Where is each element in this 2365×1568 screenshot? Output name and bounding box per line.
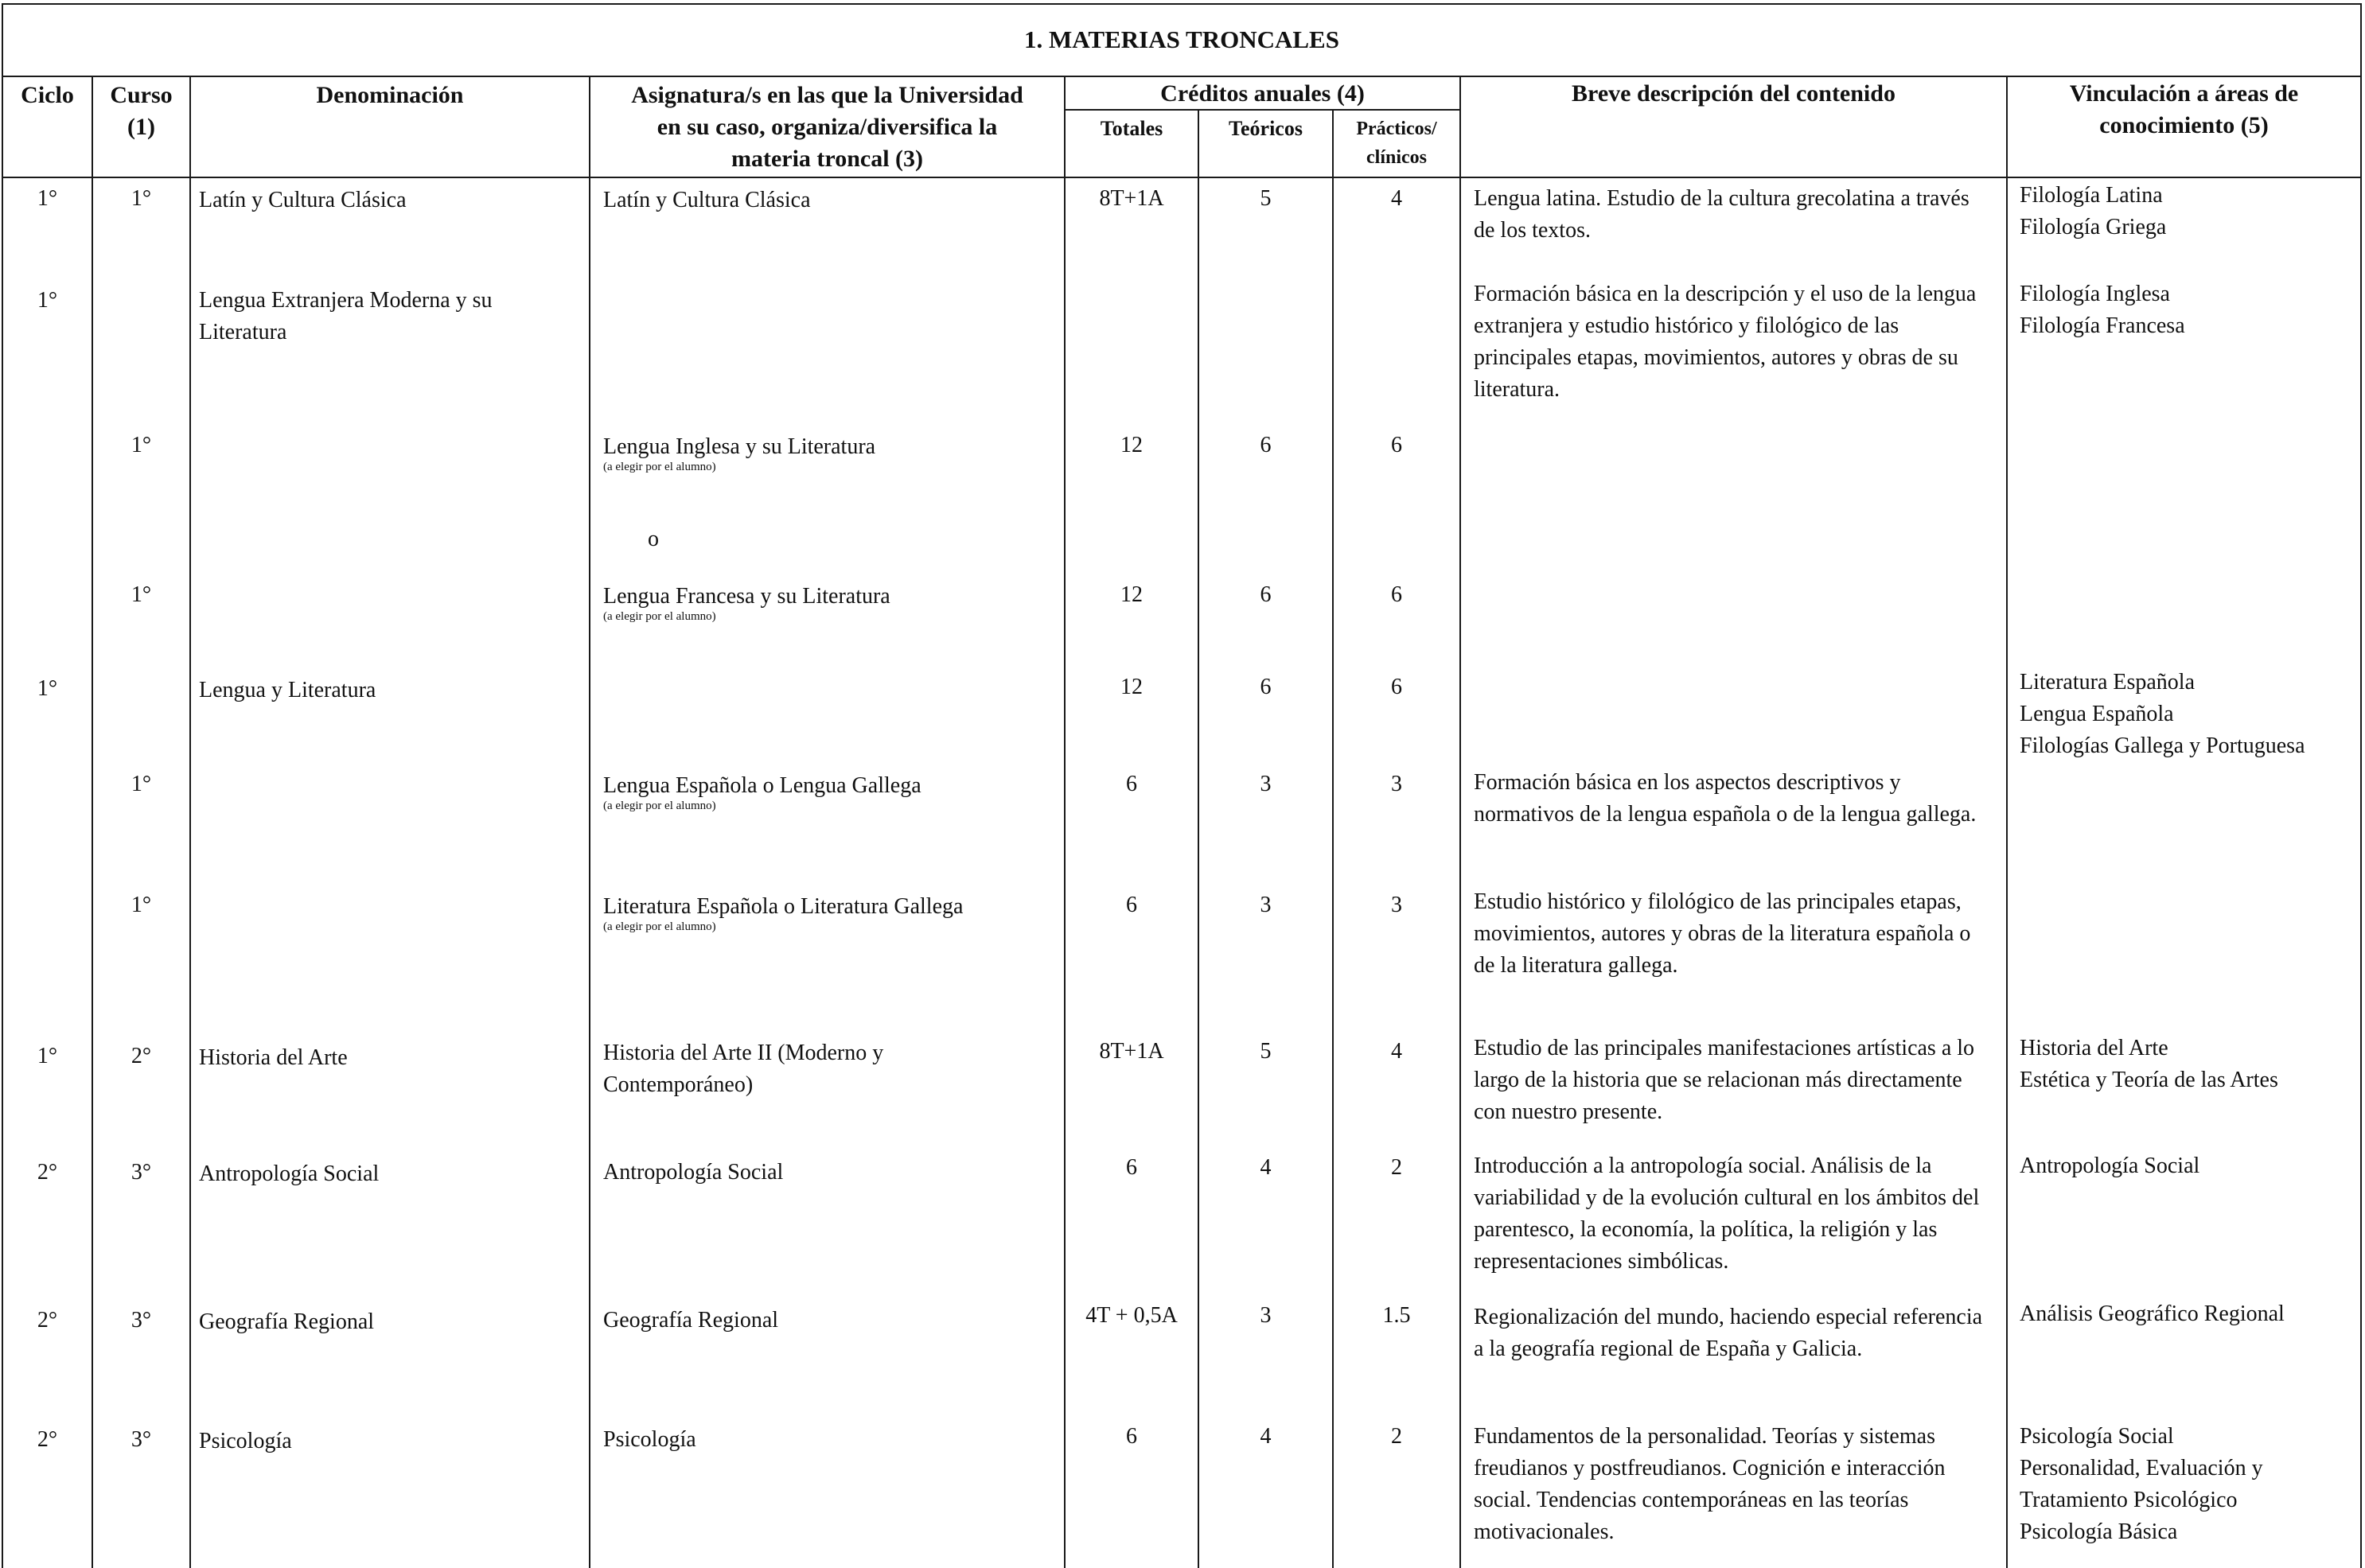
row-9-practicos: 1.5 [1382,1303,1411,1328]
row-10-curso: 3° [131,1427,152,1452]
row-6-curso: 1° [131,893,152,917]
header-asignatura-2: en su caso, organiza/diversifica la [657,114,998,140]
row-9-totales: 4T + 0,5A [1085,1303,1178,1328]
row-1-area-2: Filología Francesa [2020,313,2185,338]
row-4-totales: 12 [1120,675,1143,699]
row-4-area-2: Lengua Española [2020,702,2174,726]
row-10-totales: 6 [1126,1424,1137,1449]
row-10-teoricos: 4 [1260,1424,1272,1449]
header-practicos-2: clínicos [1366,147,1427,168]
row-3-totales: 12 [1120,582,1143,607]
row-8-ciclo: 2° [37,1160,58,1185]
row-7-descripcion: Estudio de las principales manifestaciones artísticas a lo largo de la historia que se relacionan más directamente con nuestro presente. [1474,1036,1975,1124]
row-8-totales: 6 [1126,1155,1137,1180]
row-4-area-1: Literatura Española [2020,670,2196,695]
row-9-curso: 3° [131,1308,152,1333]
header-descripcion: Breve descripción del contenido [1572,80,1896,107]
row-7-asignatura: Historia del Arte II (Moderno y Contemporáneo) [603,1041,884,1097]
header-denominacion: Denominación [316,82,464,108]
row-10-area-1: Psicología Social [2020,1424,2174,1449]
row-3-asignatura: Lengua Francesa y su Literatura [603,584,890,609]
row-6-practicos: 3 [1391,893,1402,917]
row-9-teoricos: 3 [1260,1303,1272,1328]
row-3-note: (a elegir por el alumno) [603,610,716,623]
col-sep-5 [1198,111,1199,1568]
row-5-practicos: 3 [1391,772,1402,796]
row-6-teoricos: 3 [1260,893,1272,917]
row-9-denominacion: Geografía Regional [199,1309,375,1334]
row-5-curso: 1° [131,772,152,796]
row-10-asignatura: Psicología [603,1427,696,1452]
row-1-denominacion: Lengua Extranjera Moderna y su Literatura [199,288,493,344]
header-vinculacion-2: conocimiento (5) [2099,112,2269,138]
row-0-teoricos: 5 [1260,186,1272,211]
row-10-area-2: Personalidad, Evaluación y Tratamiento Psicológico [2020,1456,2263,1512]
row-6-note: (a elegir por el alumno) [603,920,716,933]
row-10-practicos: 2 [1391,1424,1402,1449]
header-asignatura-3: materia troncal (3) [731,146,924,172]
row-2-asignatura: Lengua Inglesa y su Literatura [603,434,876,459]
col-sep-7 [1459,76,1461,1568]
row-2-curso: 1° [131,433,152,457]
row-7-totales: 8T+1A [1099,1039,1164,1064]
separator-o: o [648,527,659,551]
row-0-descripcion: Lengua latina. Estudio de la cultura grecolatina a través de los textos. [1474,186,1970,243]
row-10-descripcion: Fundamentos de la personalidad. Teorías y sistemas freudianos y postfreudianos. Cognición e interacción social. Tendencias contemporáneas en las teorías motivacionales. [1474,1424,1946,1544]
row-0-denominacion: Latín y Cultura Clásica [199,188,407,212]
row-9-descripcion: Regionalización del mundo, haciendo especial referencia a la geografía regional de España y Galicia. [1474,1305,1983,1361]
row-1-descripcion: Formación básica en la descripción y el uso de la lengua extranjera y estudio histórico y filológico de las principales etapas, movimientos, autores y obras de su literatura. [1474,282,1977,402]
row-6-descripcion: Estudio histórico y filológico de las principales etapas, movimientos, autores y obras de la literatura española o de la literatura gallega. [1474,889,1971,978]
row-2-practicos: 6 [1391,433,1402,457]
row-5-descripcion: Formación básica en los aspectos descriptivos y normativos de la lengua española o de la lengua gallega. [1474,770,1977,827]
header-ciclo: Ciclo [21,82,74,108]
row-1-ciclo: 1° [37,288,58,313]
row-4-area-3: Filologías Gallega y Portuguesa [2020,733,2305,758]
row-4-denominacion: Lengua y Literatura [199,678,376,702]
row-3-teoricos: 6 [1260,582,1272,607]
row-10-area-3: Psicología Básica [2020,1519,2178,1544]
row-0-asignatura: Latín y Cultura Clásica [603,188,811,212]
row-2-totales: 12 [1120,433,1143,457]
frame-right [2360,3,2362,1568]
row-0-curso: 1° [131,186,152,211]
header-asignatura-1: Asignatura/s en las que la Universidad [631,82,1023,108]
row-3-practicos: 6 [1391,582,1402,607]
row-7-curso: 2° [131,1044,152,1068]
col-sep-2 [189,76,191,1568]
row-1-area-1: Filología Inglesa [2020,282,2170,306]
row-7-denominacion: Historia del Arte [199,1045,348,1070]
row-9-asignatura: Geografía Regional [603,1308,779,1333]
row-3-curso: 1° [131,582,152,607]
row-8-area-1: Antropología Social [2020,1154,2200,1178]
row-0-area-2: Filología Griega [2020,215,2167,239]
header-practicos-1: Prácticos/ [1356,119,1437,139]
row-7-area-2: Estética y Teoría de las Artes [2020,1068,2278,1092]
row-0-practicos: 4 [1391,186,1402,211]
row-2-note: (a elegir por el alumno) [603,461,716,473]
table-title: 1. MATERIAS TRONCALES [1024,25,1339,53]
row-0-ciclo: 1° [37,186,58,211]
header-curso-note: (1) [127,114,155,140]
row-5-teoricos: 3 [1260,772,1272,796]
col-sep-6 [1332,111,1334,1568]
row-8-descripcion: Introducción a la antropología social. Análisis de la variabilidad y de la evolución cultural en los ámbitos del parentesco, la economía, la política, la religión y las representaciones simbólicas. [1474,1154,1980,1274]
col-sep-8 [2006,76,2008,1568]
title-rule [2,76,2362,77]
header-vinculacion-1: Vinculación a áreas de [2069,80,2299,107]
row-2-teoricos: 6 [1260,433,1272,457]
row-8-teoricos: 4 [1260,1155,1272,1180]
row-5-asignatura: Lengua Española o Lengua Gallega [603,773,921,798]
row-6-asignatura: Literatura Española o Literatura Gallega [603,894,964,919]
row-5-totales: 6 [1126,772,1137,796]
row-7-ciclo: 1° [37,1044,58,1068]
row-0-totales: 8T+1A [1099,186,1164,211]
row-0-area-1: Filología Latina [2020,183,2163,208]
row-8-denominacion: Antropología Social [199,1161,380,1186]
col-sep-4 [1064,76,1066,1568]
header-creditos: Créditos anuales (4) [1160,80,1365,107]
row-8-asignatura: Antropología Social [603,1160,784,1185]
row-8-practicos: 2 [1391,1155,1402,1180]
row-10-denominacion: Psicología [199,1429,292,1453]
col-sep-3 [589,76,590,1568]
row-9-area-1: Análisis Geográfico Regional [2020,1301,2285,1326]
frame-top [2,3,2362,5]
row-7-practicos: 4 [1391,1039,1402,1064]
row-4-practicos: 6 [1391,675,1402,699]
row-4-ciclo: 1° [37,676,58,701]
row-5-note: (a elegir por el alumno) [603,800,716,812]
header-rule [2,177,2362,178]
row-9-ciclo: 2° [37,1308,58,1333]
header-curso: Curso [110,82,173,108]
row-10-ciclo: 2° [37,1427,58,1452]
row-6-totales: 6 [1126,893,1137,917]
row-7-area-1: Historia del Arte [2020,1036,2168,1060]
col-sep-1 [92,76,93,1568]
row-7-teoricos: 5 [1260,1039,1272,1064]
header-totales: Totales [1100,117,1163,140]
row-4-teoricos: 6 [1260,675,1272,699]
row-8-curso: 3° [131,1160,152,1185]
header-teoricos: Teóricos [1229,117,1303,140]
